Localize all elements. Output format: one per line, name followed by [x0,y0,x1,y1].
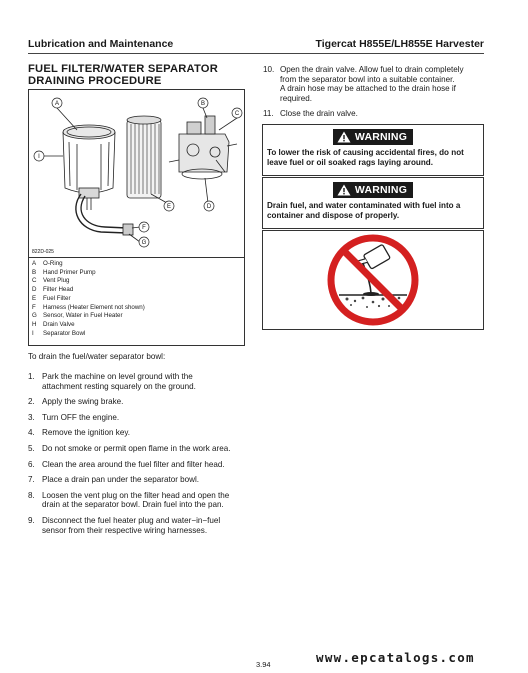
legend-item [32,277,244,286]
step-text [42,413,258,423]
intro-text: To drain the fuel/water separator bowl: [28,352,166,361]
step-text-line: Do not smoke or permit open flame in the work area. [42,443,231,453]
legend-text: Filter Head [43,286,74,294]
step-text-line: attachment resting squarely on the ground. [42,381,196,391]
warning-box-fire [262,124,484,176]
legend-text: Fuel Filter [43,294,71,302]
warning-label: WARNING [354,184,408,196]
callout-b: B [200,101,206,107]
legend-item [32,286,244,295]
step-number: 2. [28,397,35,407]
legend-letter: I [32,329,34,337]
callout-a: A [54,101,60,107]
procedure-step [28,516,258,535]
step-text [42,475,258,485]
step-number: 6. [28,459,35,469]
legend-text: Harness (Heater Element not shown) [43,303,145,311]
legend-letter: H [32,320,37,328]
figure-id: 822D-025 [32,249,54,255]
legend-letter: C [32,277,37,285]
step-text [42,428,258,438]
page-number: 3.94 [256,660,271,669]
no-dumping-symbol-box [262,230,484,330]
step-number: 7. [28,475,35,485]
procedure-steps-right [263,65,488,125]
step-text [42,397,258,407]
procedure-step [28,397,258,407]
header-section-title: Lubrication and Maintenance [28,38,174,50]
step-text [280,65,488,103]
warning-box-disposal [262,177,484,229]
callout-i: I [38,154,40,160]
callout-e: E [166,204,172,210]
step-number: 8. [28,490,35,500]
legend-item [32,269,244,278]
step-text [42,444,258,454]
procedure-step [28,460,258,470]
step-text [280,109,488,119]
watermark-link[interactable]: www.epcatalogs.com [316,650,475,665]
step-number: 5. [28,443,35,453]
procedure-step [28,475,258,485]
warning-text-line: To lower the risk of causing accidental fires, do not [267,148,464,157]
warning-text-line: Drain fuel, and water contaminated with fuel into a [267,201,461,210]
step-text-line: Open the drain valve. Allow fuel to drain completely [280,65,464,74]
step-text-line: Loosen the vent plug on the filter head and open the [42,490,230,500]
step-text-line: Turn OFF the engine. [42,412,120,422]
header-divider [28,53,484,54]
legend-item [32,312,244,321]
step-number: 11. [263,109,274,119]
fuel-filter-drawing [29,90,244,257]
legend-text: Vent Plug [43,277,70,285]
step-text [42,460,258,470]
step-text-line: from the separator bowl into a suitable container. [280,74,455,84]
warning-badge [333,182,413,198]
step-text-line: Park the machine on level ground with the [42,372,193,381]
legend-text: Hand Primer Pump [43,268,96,276]
callout-g: G [141,240,147,246]
warning-text [263,198,483,221]
no-pouring-on-ground-icon [263,231,483,329]
legend-letter: F [32,303,36,311]
step-number: 3. [28,412,35,422]
step-text [42,372,258,391]
procedure-step [28,413,258,423]
section-title-line-2: DRAINING PROCEDURE [28,75,162,87]
step-text-line: A drain hose may be attached to the drain hose if [280,84,456,94]
procedure-step [28,491,258,510]
section-title-line-1: FUEL FILTER/WATER SEPARATOR [28,63,218,75]
legend-item [32,304,244,313]
step-text-line: sensor from their respective wiring harnesses. [42,525,208,535]
warning-triangle-icon [337,184,351,196]
step-text-line: Place a drain pan under the separator bowl. [42,475,200,485]
legend-item [32,330,244,339]
step-text-line: required. [280,93,312,103]
procedure-step [28,372,258,391]
legend-item [32,295,244,304]
legend-item [32,321,244,330]
legend-letter: A [32,260,37,267]
warning-text [263,145,483,168]
procedure-step [28,428,258,438]
legend-letter: E [32,294,37,302]
step-text-line: Close the drain valve. [280,109,358,119]
warning-triangle-icon [337,131,351,143]
warning-text-line: container and dispose of properly. [267,211,400,220]
procedure-step [263,65,488,103]
step-text [42,491,258,510]
legend-letter: B [32,268,37,276]
fuel-filter-illustration [28,89,245,258]
figure-legend [28,258,245,346]
warning-label: WARNING [354,131,408,143]
step-text-line: Remove the ignition key. [42,428,131,438]
legend-text: Separator Bowl [43,329,86,337]
callout-c: C [234,111,240,117]
step-text-line: drain at the separator bowl. Drain fuel into the pan. [42,500,224,510]
legend-item [32,260,244,269]
header-manual-title: Tigercat H855E/LH855E Harvester [315,38,484,50]
section-title [28,63,253,87]
step-text-line: Clean the area around the fuel filter and filter head. [42,459,225,469]
legend-text: Sensor, Water in Fuel Heater [43,312,123,320]
procedure-step [28,444,258,454]
procedure-step [263,109,488,119]
callout-f: F [142,225,146,231]
step-number: 1. [28,372,35,381]
step-text-line: Apply the swing brake. [42,397,124,407]
legend-letter: D [32,286,37,294]
step-number: 4. [28,428,35,438]
step-text-line: Disconnect the fuel heater plug and water−in−fuel [42,515,221,525]
legend-letter: G [32,312,37,320]
legend-text: O-Ring [43,260,63,267]
step-number: 9. [28,515,35,525]
procedure-steps-left [28,372,258,541]
step-number: 10. [263,65,275,74]
warning-badge [333,129,413,145]
warning-text-line: leave fuel or oil soaked rags laying around. [267,158,433,167]
callout-d: D [206,204,212,210]
step-text [42,516,258,535]
legend-text: Drain Valve [43,320,75,328]
